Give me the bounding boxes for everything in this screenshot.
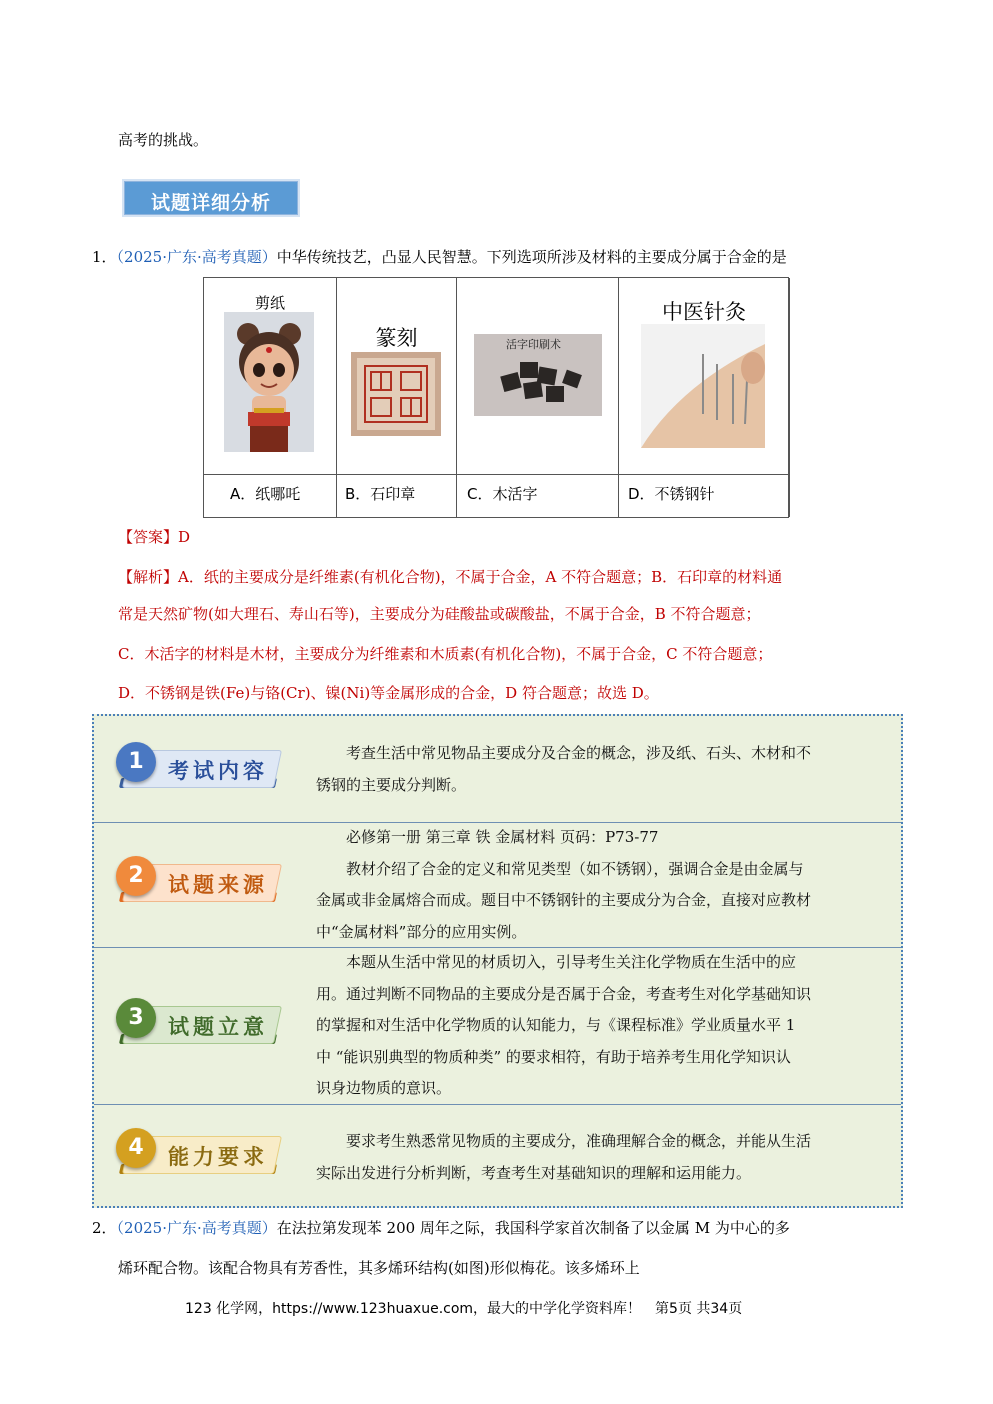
- question-number: 1．: [92, 248, 117, 266]
- option-cell-d: [619, 278, 790, 517]
- option-b-label: B．石印章: [345, 485, 416, 503]
- footer-page-number: 第5页 共34页: [655, 1301, 743, 1317]
- badge-title: 能力要求: [168, 1144, 268, 1169]
- analysis-tag: 【解析】: [118, 568, 179, 586]
- badge-ability-requirement: [116, 1126, 276, 1182]
- option-a-caption: 剪纸: [254, 294, 285, 312]
- analysis-line-2: 常是天然矿物(如大理石、寿山石等)，主要成分为硅酸盐或碳酸盐，不属于合金，B 不符合题意；: [118, 605, 761, 623]
- badge-number: 4: [116, 1128, 156, 1168]
- analysis-line-1: 【解析】A．纸的主要成分是纤维素(有机化合物)，不属于合金，A 不符合题意；B．石印章的材料通: [118, 568, 783, 586]
- analysis-box: [92, 714, 903, 1208]
- badge-question-source: [116, 854, 276, 910]
- answer-line: [118, 527, 190, 547]
- row-1-text: 考查生活中常见物品主要成分及合金的概念，涉及纸、石头、木材和不 锈钢的主要成分判断。: [316, 744, 812, 794]
- option-c-label: C．木活字: [467, 485, 538, 503]
- footer-site: 123 化学网，https://www.123huaxue.com，最大的中学化学资料库！: [185, 1301, 642, 1317]
- option-a-label: A．纸哪吒: [230, 485, 301, 503]
- intro-tail-text: 高考的挑战。: [118, 131, 209, 149]
- movable-type-image: [474, 334, 602, 416]
- badge-number: 1: [116, 742, 156, 782]
- option-cell-b: [337, 278, 457, 517]
- row-3-text: 本题从生活中常见的材质切入，引导考生关注化学物质在生活中的应 用。通过判断不同物品的主要成分是否属于合金，考查考生对化学基础知识 的掌握和对生活中化学物质的认知能力，与《课程标准》学业质量水平 1 中 “能识别典型的物质种类” 的要求相符，有助于培养考生用化学知识认 识身边物质的意识。: [316, 953, 812, 1097]
- question-source: （2025·广东·高考真题）: [116, 1219, 277, 1237]
- badge-title: 试题立意: [168, 1014, 268, 1039]
- section-title: 试题详细分析: [150, 192, 271, 214]
- acupuncture-image: [641, 324, 765, 448]
- badge-title: 考试内容: [168, 758, 268, 783]
- question-text: 中华传统技艺，凸显人民智慧。下列选项所涉及材料的主要成分属于合金的是: [276, 248, 787, 266]
- movable-type-caption: 活字印刷术: [506, 338, 561, 351]
- row-2-text: 必修第一册 第三章 铁 金属材料 页码：P73-77 教材介绍了合金的定义和常见类型（如不锈钢），强调合金是由金属与 金属或非金属熔合而成。题目中不锈钢针的主要成分为合金，直接对应教材 中“金属材料”部分的应用实例。: [316, 828, 812, 941]
- question-1-stem: [92, 247, 787, 267]
- option-b-caption: 篆刻: [375, 326, 418, 350]
- badge-number: 2: [116, 856, 156, 896]
- badge-number: 3: [116, 998, 156, 1038]
- option-d-caption: 中医针灸: [662, 300, 746, 324]
- question-text: 在法拉第发现苯 200 周年之际，我国科学家首次制备了以金属 M 为中心的多: [276, 1219, 790, 1237]
- badge-title: 试题来源: [168, 872, 268, 897]
- answer-tag: 【答案】: [118, 528, 179, 546]
- stone-seal-image: [351, 352, 441, 436]
- question-2-stem-line-2: 烯环配合物。该配合物具有芳香性，其多烯环结构(如图)形似梅花。该多烯环上: [118, 1259, 640, 1277]
- badge-exam-content: [116, 740, 276, 796]
- analysis-line-3: C．木活字的材料是木材，主要成分为纤维素和木质素(有机化合物)，不属于合金，C 不符合题意；: [118, 645, 773, 663]
- nezha-figure-image: [224, 312, 314, 452]
- row-4-text: 要求考生熟悉常见物质的主要成分，准确理解合金的概念，并能从生活 实际出发进行分析判断，考查考生对基础知识的理解和运用能力。: [316, 1132, 812, 1182]
- analysis-line-4: D．不锈钢是铁(Fe)与铬(Cr)、镍(Ni)等金属形成的合金，D 符合题意；故选 D。: [118, 684, 659, 702]
- question-2-stem: [92, 1218, 790, 1238]
- answer-value: D: [178, 528, 191, 546]
- option-cell-a: [204, 278, 337, 517]
- badge-question-intent: [116, 996, 276, 1052]
- question-source: （2025·广东·高考真题）: [116, 248, 277, 266]
- section-header: [122, 179, 300, 217]
- question-number: 2．: [92, 1219, 117, 1237]
- option-cell-c: [457, 278, 619, 517]
- footer: [185, 1299, 742, 1319]
- options-table: [203, 277, 789, 518]
- option-d-label: D．不锈钢针: [628, 485, 715, 503]
